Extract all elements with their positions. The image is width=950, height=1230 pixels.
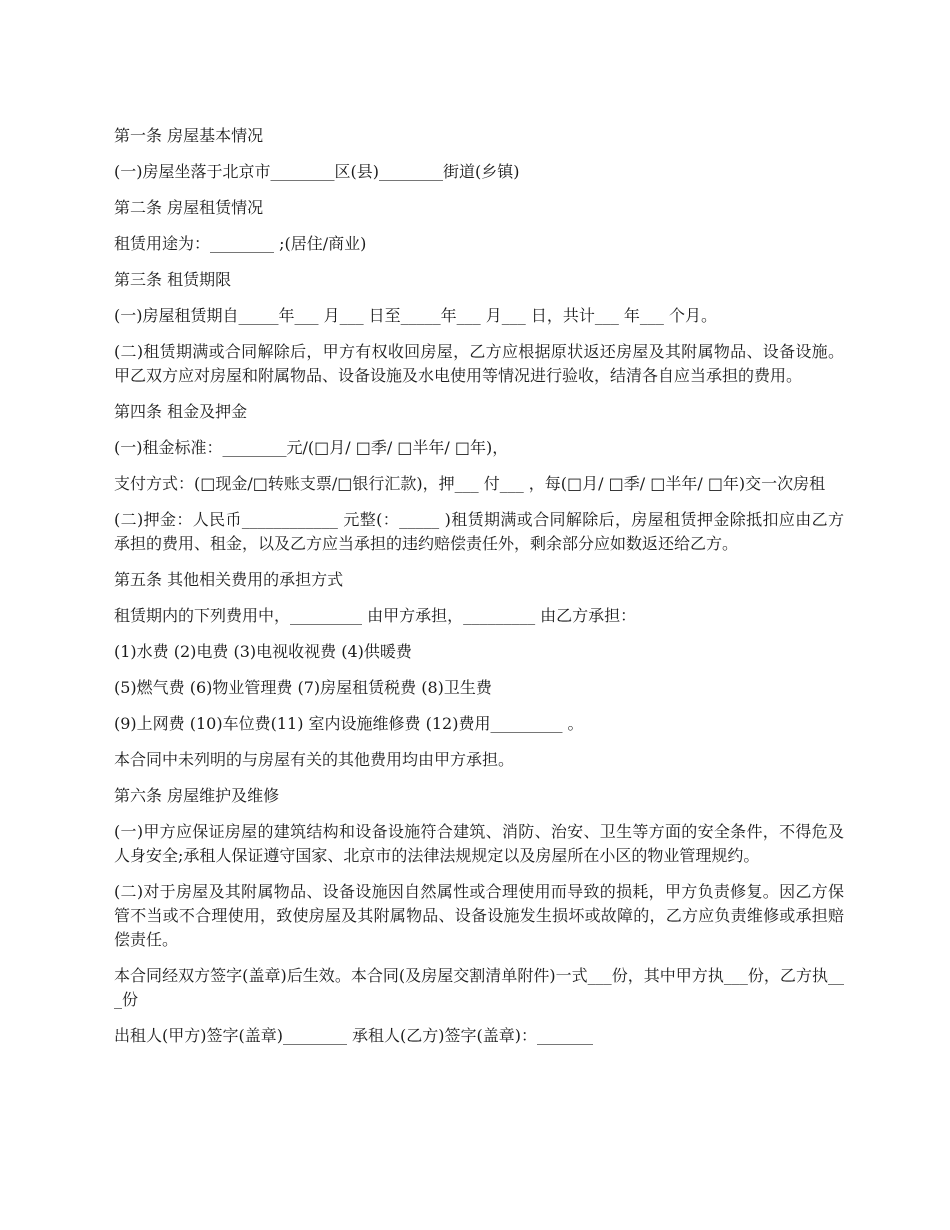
article-3-heading: 第三条 租赁期限 [114,270,232,289]
article-3-return: (二)租赁期满或合同解除后，甲方有权收回房屋，乙方应根据原状返还房屋及其附属物品、设备设施。甲乙双方应对房屋和附属物品、设备设施及水电使用等情况进行验收，结清各自应当承担的费用。 [114,342,844,385]
contract-document [114,124,844,1060]
article-4-heading: 第四条 租金及押金 [114,402,248,421]
article-5-fee-list-1: (1)水费 (2)电费 (3)电视收视费 (4)供暖费 [114,642,412,661]
article-4-payment-method: 支付方式：(□现金/□转账支票/□银行汇款)，押___ 付___ ，每(□月/ □季/ □半年/ □年)交一次房租 [114,474,826,493]
article-1-heading: 第一条 房屋基本情况 [114,126,264,145]
article-6-repair: (二)对于房屋及其附属物品、设备设施因自然属性或合理使用而导致的损耗，甲方负责修复。因乙方保管不当或不合理使用，致使房屋及其附属物品、设备设施发生损坏或故障的，乙方应负责维修或承担赔偿责任。 [114,882,844,949]
article-2-heading: 第二条 房屋租赁情况 [114,198,264,217]
article-5-fee-list-2: (5)燃气费 (6)物业管理费 (7)房屋租赁税费 (8)卫生费 [114,678,492,697]
article-6-heading: 第六条 房屋维护及维修 [114,786,280,805]
article-5-heading: 第五条 其他相关费用的承担方式 [114,570,344,589]
article-5-other-fees: 本合同中未列明的与房屋有关的其他费用均由甲方承担。 [114,750,515,769]
article-3-term: (一)房屋租赁期自_____年___ 月___ 日至_____年___ 月___ 日，共计___ 年___ 个月。 [114,306,718,325]
effective-clause: 本合同经双方签字(盖章)后生效。本合同(及房屋交割清单附件)一式___份，其中甲方执___份，乙方执___份 [114,966,844,1009]
article-1-location: (一)房屋坐落于北京市________区(县)________街道(乡镇) [114,162,520,181]
signature-line: 出租人(甲方)签字(盖章)________ 承租人(乙方)签字(盖章)：_______ [114,1026,594,1045]
article-4-deposit: (二)押金：人民币____________ 元整(：_____ )租赁期满或合同解除后，房屋租赁押金除抵扣应由乙方承担的费用、租金，以及乙方应当承担的违约赔偿责任外，剩余部分应如数返还给乙方。 [114,510,844,553]
article-6-landlord-duty: (一)甲方应保证房屋的建筑结构和设备设施符合建筑、消防、治安、卫生等方面的安全条件，不得危及人身安全;承租人保证遵守国家、北京市的法律法规规定以及房屋所在小区的物业管理规约。 [114,822,844,865]
article-5-fee-split: 租赁期内的下列费用中，_________ 由甲方承担，_________ 由乙方承担： [114,606,637,625]
article-2-usage: 租赁用途为：________ ;(居住/商业) [114,234,367,253]
article-4-rent-standard: (一)租金标准：________元/(□月/ □季/ □半年/ □年)， [114,438,509,457]
article-5-fee-list-3: (9)上网费 (10)车位费(11) 室内设施维修费 (12)费用_________ 。 [114,714,584,733]
